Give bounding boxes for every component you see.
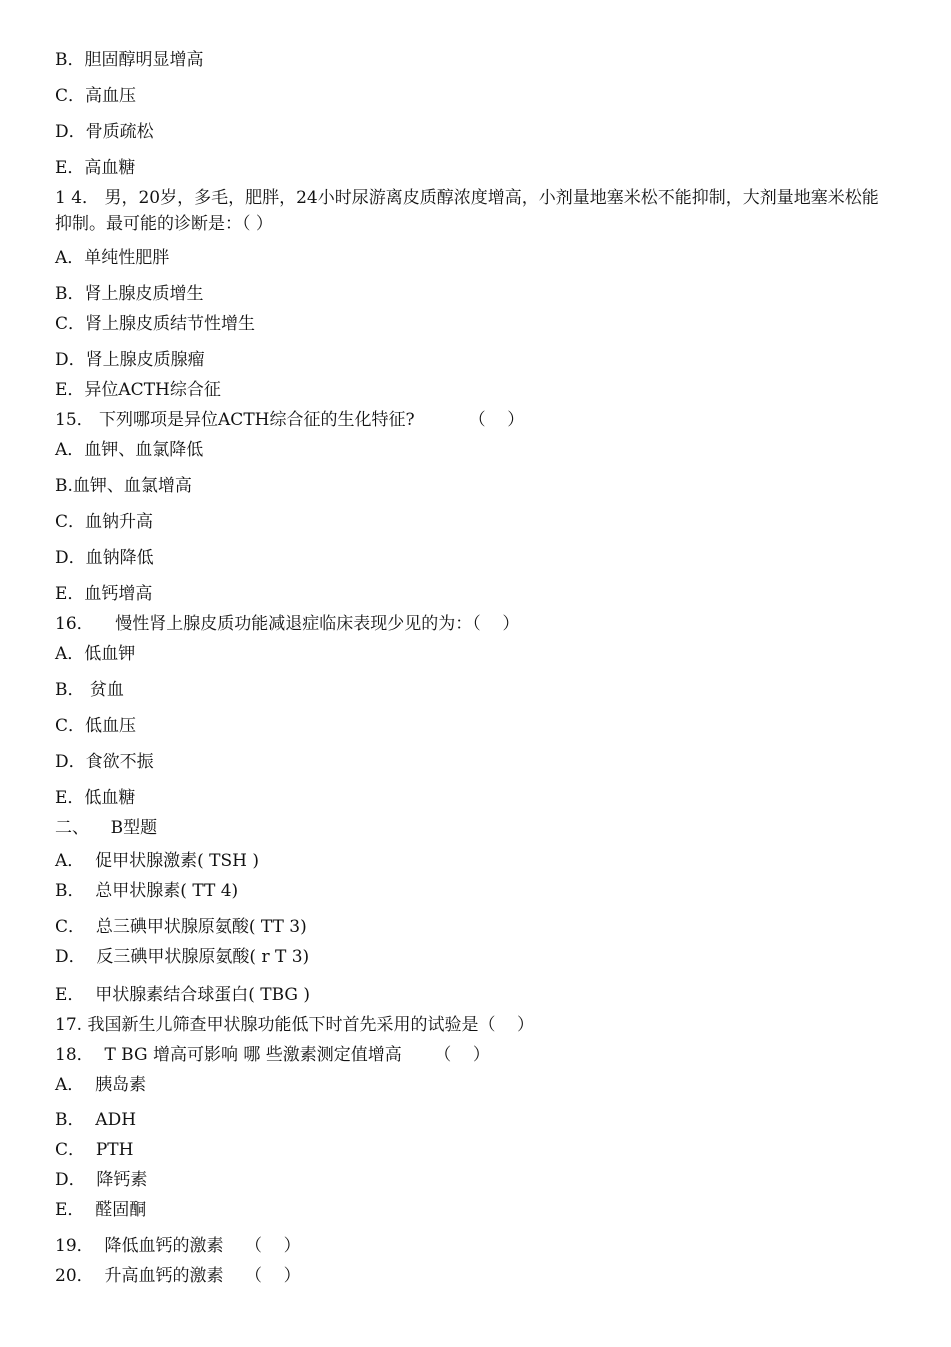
b-type-option-b: B． 总甲状腺素( TT 4) — [55, 881, 239, 901]
question-19: 19． 降低血钙的激素 （ ） — [55, 1236, 301, 1256]
option-15-a: A．血钾、血氯降低 — [55, 440, 204, 460]
question-18: 18． T BG 增高可影响 哪 些激素测定值增高 （ ） — [55, 1045, 490, 1065]
option-18-c: C． PTH — [55, 1140, 134, 1160]
option-13-b: B．胆固醇明显增高 — [55, 50, 204, 70]
option-18-b: B． ADH — [55, 1110, 137, 1130]
question-16: 16． 慢性肾上腺皮质功能减退症临床表现少见的为：（ ） — [55, 614, 520, 634]
option-13-e: E．高血糖 — [55, 158, 136, 178]
option-13-c: C．高血压 — [55, 86, 137, 106]
option-16-a: A．低血钾 — [55, 644, 136, 664]
section-heading-b-type: 二、 B型题 — [55, 818, 158, 838]
option-14-c: C．肾上腺皮质结节性增生 — [55, 314, 256, 334]
option-13-d: D．骨质疏松 — [55, 122, 154, 142]
question-20: 20． 升高血钙的激素 （ ） — [55, 1266, 301, 1286]
option-18-a: A． 胰岛素 — [55, 1075, 147, 1095]
option-14-e: E．异位ACTH综合征 — [55, 380, 221, 400]
option-15-b: B.血钾、血氯增高 — [55, 476, 192, 496]
option-14-b: B．肾上腺皮质增生 — [55, 284, 204, 304]
option-16-c: C．低血压 — [55, 716, 137, 736]
b-type-option-a: A． 促甲状腺激素( TSH ) — [55, 851, 259, 871]
option-14-a: A．单纯性肥胖 — [55, 248, 170, 268]
question-14: 1 4． 男，20岁，多毛，肥胖，24小时尿游离皮质醇浓度增高，小剂量地塞米松不能抑制，大剂量地塞米松能抑制。最可能的诊断是：（ ） — [55, 188, 879, 234]
b-type-option-e: E． 甲状腺素结合球蛋白( TBG ) — [55, 985, 311, 1005]
option-15-e: E．血钙增高 — [55, 584, 153, 604]
option-16-e: E．低血糖 — [55, 788, 136, 808]
question-15: 15． 下列哪项是异位ACTH综合征的生化特征? （ ） — [55, 410, 525, 430]
question-17: 17. 我国新生儿筛查甲状腺功能低下时首先采用的试验是（ ） — [55, 1015, 535, 1035]
b-type-option-c: C． 总三碘甲状腺原氨酸( TT 3) — [55, 917, 307, 937]
option-15-c: C．血钠升高 — [55, 512, 154, 532]
option-14-d: D．肾上腺皮质腺瘤 — [55, 350, 205, 370]
option-16-b: B． 贫血 — [55, 680, 124, 700]
b-type-option-d: D． 反三碘甲状腺原氨酸( r T 3) — [55, 947, 310, 967]
option-18-d: D． 降钙素 — [55, 1170, 148, 1190]
option-15-d: D．血钠降低 — [55, 548, 154, 568]
option-16-d: D．食欲不振 — [55, 752, 154, 772]
option-18-e: E． 醛固酮 — [55, 1200, 147, 1220]
